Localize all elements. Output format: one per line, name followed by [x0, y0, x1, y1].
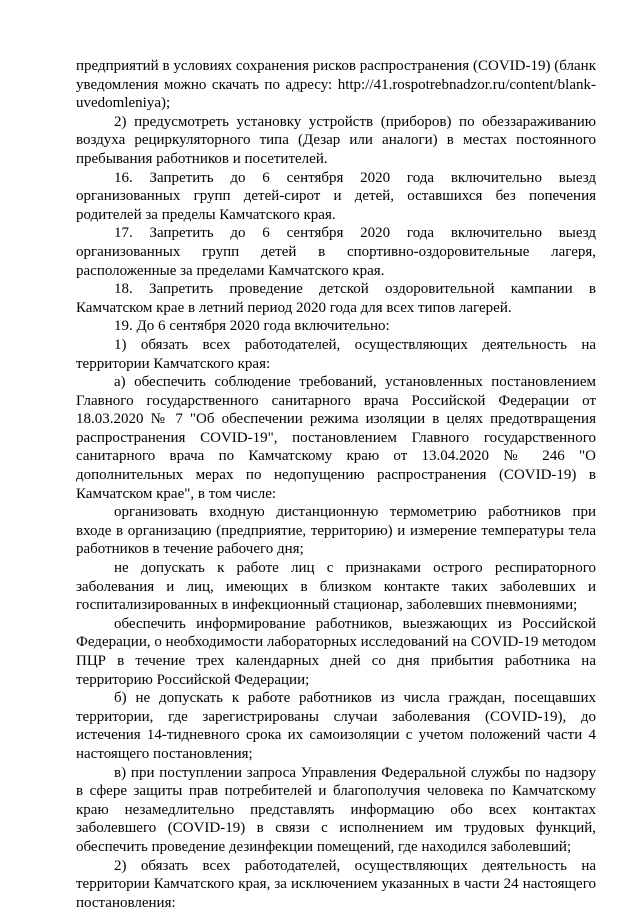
paragraph-19-1-b-self-isolation: б) не допускать к работе работников из числа граждан, посещавших территории, где зарегистрированы случаи заболевания (COVID-19), до истечения 14-тидневного срока их самоизоляции с учетом положений части 4 настоящего постановления; — [76, 690, 596, 762]
paragraph-18-summer-campaign: 18. Запретить проведение детской оздоровительной кампании в Камчатском крае в летний период 2020 года для всех типов лагерей. — [76, 281, 596, 316]
document-page — [76, 57, 596, 912]
paragraph-inform-workers: обеспечить информирование работников, выезжающих из Российской Федерации, о необходимости лабораторных исследований на COVID-19 методом ПЦР в течение трех календарных дней со дня прибытия работника на территорию Российской Федерации; — [76, 615, 596, 688]
paragraph-2-air-recirculators: 2) предусмотреть установку устройств (приборов) по обеззараживанию воздуха рециркуляторного типа (Дезар или аналоги) в местах постоянного пребывания работников и посетителей. — [76, 113, 596, 167]
paragraph-19-2-employers: 2) обязать всех работодателей, осуществляющих деятельность на территории Камчатского края, за исключением указанных в части 24 настоящего постановления: — [76, 857, 596, 911]
paragraph-1-continuation: предприятий в условиях сохранения рисков распространения (COVID-19) (бланк уведомления можно скачать по адресу: http://41.rospotrebnadzor.ru/content/blank-uvedomleniya); — [76, 58, 596, 112]
paragraph-19-1-employers: 1) обязать всех работодателей, осуществляющих деятельность на территории Камчатского края: — [76, 336, 596, 372]
paragraph-19-1-v-contacts: в) при поступлении запроса Управления Федеральной службы по надзору в сфере защиты прав потребителей и благополучия человека по Камчатскому краю незамедлительно представлять информацию обо всех контактах заболевшего (COVID-19) в связи с исполнением им трудовых функций, обеспечить проведение дезинфекции помещений, где находился заболевший; — [76, 764, 596, 855]
paragraph-16-orphans-travel: 16. Запретить до 6 сентября 2020 года включительно выезд организованных групп детей-сирот и детей, оставшихся без попечения родителей за пределы Камчатского края. — [76, 169, 596, 223]
paragraph-19-heading: 19. До 6 сентября 2020 года включительно: — [114, 318, 390, 335]
paragraph-no-sick-workers: не допускать к работе лиц с признаками острого респираторного заболевания и лиц, имеющих в близком контакте таких заболевших и госпитализированных в инфекционный стационар, заболевших пневмониями; — [76, 560, 596, 614]
paragraph-17-sports-camps: 17. Запретить до 6 сентября 2020 года включительно выезд организованных групп детей в спортивно-оздоровительные лагеря, расположенные за пределами Камчатского края. — [76, 225, 596, 279]
paragraph-thermometry: организовать входную дистанционную термометрию работников при входе в организацию (предприятие, территорию) и измерение температуры тела работников в течение рабочего дня; — [76, 504, 596, 558]
paragraph-19-1-a-requirements: а) обеспечить соблюдение требований, установленных постановлением Главного государственного санитарного врача Российской Федерации от 18.03.2020 № 7 "Об обеспечении режима изоляции в целях предотвращения распространения COVID-19", постановлением Главного государственного санитарного врача по Камчатскому краю от 13.04.2020 № 246 "О дополнительных мерах по недопущению распространения (COVID-19) в Камчатском крае", в том числе: — [76, 374, 596, 502]
